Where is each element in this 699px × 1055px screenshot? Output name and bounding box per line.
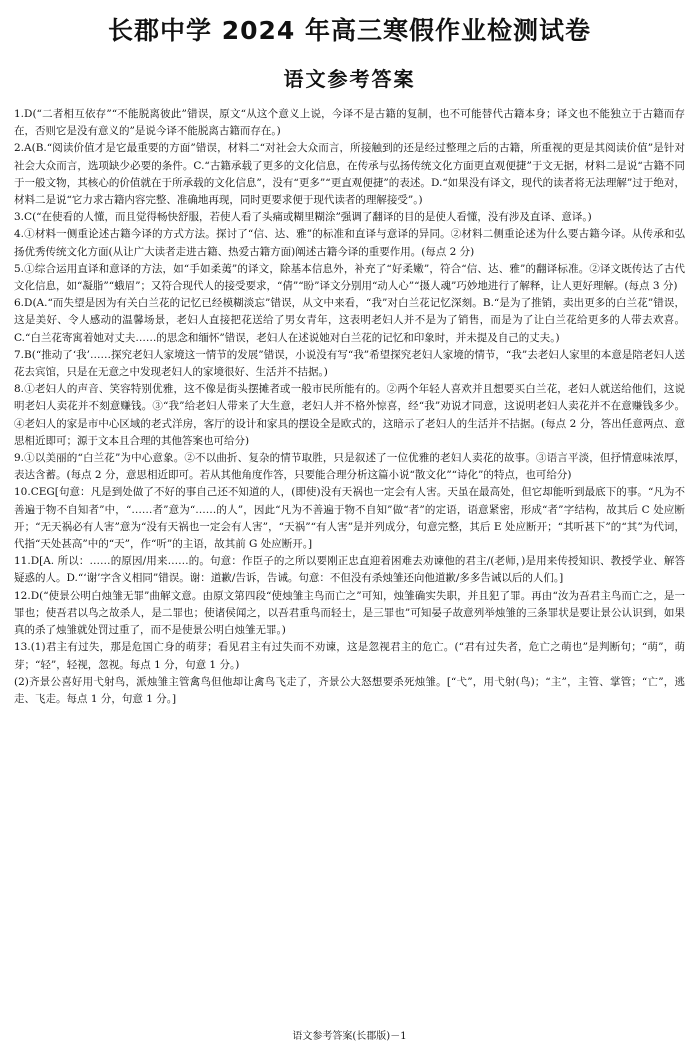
page-footer: 语文参考答案(长郡版)－1: [292, 1031, 407, 1042]
answer-number: 3.: [14, 211, 25, 224]
answer-text: ①老妇人的声音、笑容特别优雅，这不像是街头摆摊者或一般市民所能有的。②两个年轻人喜欢并且想要买白兰花，老妇人就送给他们，这说明老妇人卖花并不刻意赚钱。③“我”给老妇人带来了大生意，老妇人并不格外惊喜，经“我”劝说才同意，这说明老妇人卖花并不在意赚钱多少。④老妇人的家是市中心区域的老式洋房，客厅的设计和家具的摆设全是欧式的，这暗示了老妇人的生活并不拮据。(每点 2 分，答出任意两点、意思相近即可；源于文本且合理的其他答案也可给分): [14, 383, 685, 447]
answer-number: 9.: [14, 452, 25, 465]
answer-item-2: [14, 140, 685, 209]
answer-item-13: [14, 639, 685, 708]
answer-item-3: [14, 209, 685, 226]
answer-item-8: [14, 381, 685, 450]
answer-number: 6.: [14, 297, 25, 310]
answer-number: 11.: [14, 555, 31, 568]
answer-text: ①综合运用直译和意译的方法，如“手如柔荑”的译文，除基本信息外，补充了“好柔嫩”，符合“信、达、雅”的翻译标准。②译文既传达了古代文化信息，如“凝脂”“蛾眉”；又符合现代人的接受要求，“倩”“盼”译文分别用“动人心”“摄人魂”巧妙地进行了解释，让人更好理解。(每点 3 分): [14, 262, 685, 293]
answer-text: D(“使景公明白烛雏无罪”曲解文意。由原文第四段“使烛雏主鸟而亡之”可知，烛雏确实失职，并且犯了罪。再由“汝为吾君主鸟而亡之，是一罪也；使吾君以鸟之故杀人，是二罪也；使诸侯闻之，以吾君重鸟而轻士，是三罪也”可知晏子故意列举烛雏的三条罪状是要让景公认识到，如果真的杀了烛雏就处罚过重了，而不是使景公明白烛雏无罪。): [14, 589, 685, 637]
answer-number: 12.: [14, 589, 31, 602]
answer-list: [14, 106, 685, 708]
answer-item-12: [14, 588, 685, 640]
answer-number: 8.: [14, 383, 25, 396]
answer-item-5: [14, 261, 685, 295]
answer-number: 10.: [14, 486, 31, 499]
answer-number: 1.: [14, 108, 25, 120]
answer-item-11: [14, 553, 685, 587]
answer-text: C(“在使看的人懂，而且觉得畅快舒服，若使人看了头痛或糊里糊涂”强调了翻译的目的是使人看懂，没有涉及直译、意译。): [24, 211, 592, 224]
answer-item-10: [14, 484, 685, 553]
answer-text: B(“推动了‘我’……探究老妇人家境这一情节的发展”错误，小说没有写“我”希望探究老妇人家境的情节，“我”去老妇人家里的本意是陪老妇人送花去宾馆，只是在无意之中发现老妇人的家境很好、生活并不拮据。): [14, 348, 685, 379]
answer-key-heading: 语文参考答案: [283, 67, 416, 91]
answer-number: 4.: [14, 228, 25, 241]
answer-text: D(A.“而失望是因为有关白兰花的记忆已经模糊淡忘”错误，从文中来看，“我”对白兰花记忆深刻。B.“是为了推销，卖出更多的白兰花”错误，这是美好、令人感动的温馨场景，老妇人直接把花送给了男女青年，这表明老妇人并不是为了销售，而是为了让白兰花给更多的人带去欢喜。C.“白兰花寄寓着她对丈夫……的思念和缅怀”错误，老妇人在述说她对白兰花的记忆和印象时，并未提及自己的丈夫。): [14, 297, 685, 344]
answer-number: 7.: [14, 348, 25, 361]
answer-number: 13.: [14, 641, 31, 654]
answer-text: ①材料一侧重论述古籍今译的方式方法。探讨了“信、达、雅”的标准和直译与意译的异同。②材料二侧重论述为什么要古籍今译。从传承和弘扬优秀传统文化方面(从让广大读者走进古籍、热爱古籍方面)阐述古籍今译的重要作用。(每点 2 分): [14, 228, 685, 258]
answer-item-6: [14, 295, 685, 347]
answer-text: A(B.“阅读价值才是它最重要的方面”错误，材料二“对社会大众而言，所接触到的还是经过整理之后的古籍，所重视的更是其阅读价值”是针对社会大众而言，选项缺少必要的条件。C.“古籍承载了更多的文化信息，在传承与弘扬传统文化方面更直观便捷”于文无据，材料二是说“古籍不同于一般文物，其核心的价值就在于所承载的文化信息”，没有“更多”“更直观便捷”的表述。D.“如果没有译文，现代的读者将无法理解”过于绝对，材料二是说“它力求古籍内容完整、准确地再现，同时更要求便于现代读者的理解接受”。): [14, 142, 685, 207]
answer-text: CEG[句意：凡是到处做了不好的事自己还不知道的人，(即使)没有天祸也一定会有人害。天虽在最高处，但它却能听到最底下的事。“凡为不善遍于物不自知者”中，“……者”意为“……的人”，因此“凡为不善遍于物不自知”做“者”的定语，语意紧密，形成“者”字结构，故其后 C 处应断开；“无天祸必有人害”意为“没有天祸也一定会有人害”，“天祸”“有人害”是并列成分，句意完整，其后 E 处应断开；“其听甚下”的“其”为代词，代指“天处甚高”中的“天”，作“听”的主语，故其前 G 处应断开。]: [14, 486, 685, 551]
answer-text: D(“二者相互依存”“不能脱离彼此”错误，原文“从这个意义上说，今译不是古籍的复制，也不可能替代古籍本身；译文也不能独立于古籍而存在，否则它是没有意义的”是说今译不能脱离古籍而存在。): [14, 108, 685, 138]
answer-text: (1)君主有过失，那是危国亡身的萌芽；看见君主有过失而不劝谏，这是忽视君主的危亡。(“君有过失者，危亡之萌也”是判断句；“萌”，萌芽；“轻”，轻视，忽视。每点 1 分，句意 1 分。): [14, 641, 685, 671]
answer-part-1: [14, 639, 685, 673]
answer-text: ①以美丽的“白兰花”为中心意象。②不以曲折、复杂的情节取胜，只是叙述了一位优雅的老妇人卖花的故事。③语言平淡，但抒情意味浓厚，表达含蓄。(每点 2 分，意思相近即可。若从其他角度作答，只要能合理分析这篇小说“散文化”“诗化”的特点，也可给分): [14, 452, 685, 482]
answer-part-2: (2)齐景公喜好用弋射鸟，派烛雏主管禽鸟但他却让禽鸟飞走了，齐景公大怒想要杀死烛雏。[“弋”，用弋射(鸟)；“主”，主管、掌管；“亡”，逃走、飞走。每点 1 分，句意 1 分。]: [14, 675, 685, 705]
answer-number: 2.: [14, 142, 25, 155]
answer-item-1: [14, 106, 685, 140]
answer-item-4: [14, 226, 685, 260]
answer-number: 5.: [14, 262, 25, 275]
exam-title: 长郡中学 2024 年高三寒假作业检测试卷: [108, 16, 591, 45]
answer-item-7: [14, 347, 685, 381]
answer-text: D[A. 所以：……的原因/用来……的。句意：作臣子的之所以要刚正忠直迎着困难去劝谏他的君主/(老师，)是用来传授知识、教授学业、解答疑惑的人。D.“‘谢’字含义相同”错误。谢：道歉/告诉，告诫。句意：不但没有杀烛雏还向他道歉/多多告诫以后的人们。]: [14, 555, 685, 585]
answer-item-9: [14, 450, 685, 484]
